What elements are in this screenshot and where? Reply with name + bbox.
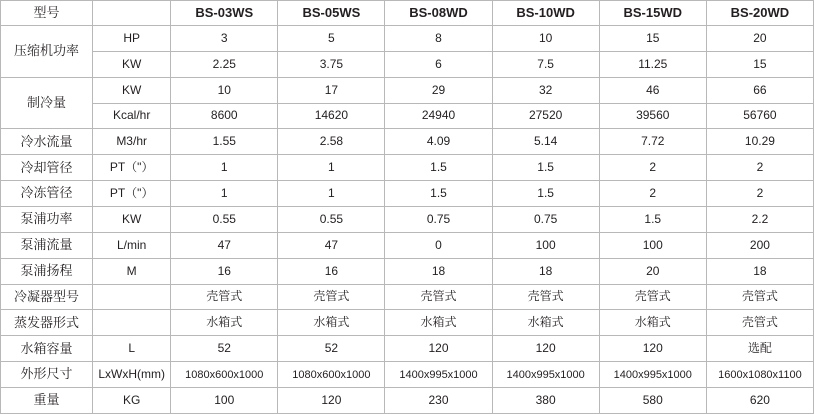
table-row <box>1 155 814 181</box>
table-row <box>1 181 814 207</box>
cell-value: 0.75 <box>385 207 492 233</box>
table-row <box>1 51 814 77</box>
row-unit: KW <box>93 207 171 233</box>
table-row <box>1 362 814 388</box>
cell-value: 1.55 <box>171 129 278 155</box>
table-row <box>1 77 814 103</box>
cell-value: 5.14 <box>492 129 599 155</box>
cell-value: 20 <box>706 26 813 52</box>
cell-value: 17 <box>278 77 385 103</box>
row-unit: M <box>93 258 171 284</box>
cell-value: 120 <box>385 336 492 362</box>
cell-value: 6 <box>385 51 492 77</box>
row-unit: L <box>93 336 171 362</box>
cell-value: 11.25 <box>599 51 706 77</box>
row-unit: L/min <box>93 232 171 258</box>
cell-value: 66 <box>706 77 813 103</box>
row-label-compressor-power: 压缩机功率 <box>1 26 93 78</box>
cell-value: 29 <box>385 77 492 103</box>
cell-value: 230 <box>385 388 492 414</box>
header-row <box>1 1 814 26</box>
cell-value: 24940 <box>385 103 492 129</box>
model-header-4: BS-10WD <box>492 1 599 26</box>
cell-value: 1400x995x1000 <box>385 362 492 388</box>
cell-value: 100 <box>171 388 278 414</box>
cell-value: 7.72 <box>599 129 706 155</box>
row-unit <box>93 310 171 336</box>
cell-value: 0.55 <box>278 207 385 233</box>
cell-value: 46 <box>599 77 706 103</box>
cell-value: 15 <box>599 26 706 52</box>
row-label-pump-flow: 泵浦流量 <box>1 232 93 258</box>
cell-value: 10.29 <box>706 129 813 155</box>
row-label-weight: 重量 <box>1 388 93 414</box>
row-label-dimensions: 外形尺寸 <box>1 362 93 388</box>
cell-value: 1.5 <box>599 207 706 233</box>
cell-value: 水箱式 <box>492 310 599 336</box>
cell-value: 2.58 <box>278 129 385 155</box>
cell-value: 1.5 <box>492 181 599 207</box>
cell-value: 1.5 <box>385 155 492 181</box>
cell-value: 14620 <box>278 103 385 129</box>
table-row <box>1 336 814 362</box>
cell-value: 壳管式 <box>171 284 278 310</box>
cell-value: 壳管式 <box>706 284 813 310</box>
cell-value: 1080x600x1000 <box>171 362 278 388</box>
cell-value: 380 <box>492 388 599 414</box>
cell-value: 1.5 <box>492 155 599 181</box>
cell-value: 100 <box>492 232 599 258</box>
cell-value: 2.2 <box>706 207 813 233</box>
row-unit: KG <box>93 388 171 414</box>
header-unit-cell <box>93 1 171 26</box>
cell-value: 16 <box>278 258 385 284</box>
cell-value: 水箱式 <box>385 310 492 336</box>
cell-value: 壳管式 <box>599 284 706 310</box>
cell-value: 200 <box>706 232 813 258</box>
cell-value: 2 <box>599 181 706 207</box>
cell-value: 水箱式 <box>278 310 385 336</box>
model-header-3: BS-08WD <box>385 1 492 26</box>
cell-value: 8600 <box>171 103 278 129</box>
row-label-pump-power: 泵浦功率 <box>1 207 93 233</box>
row-label-tank-capacity: 水箱容量 <box>1 336 93 362</box>
table-row <box>1 129 814 155</box>
cell-value: 8 <box>385 26 492 52</box>
cell-value: 52 <box>171 336 278 362</box>
table-row <box>1 310 814 336</box>
cell-value: 2 <box>706 155 813 181</box>
cell-value: 120 <box>278 388 385 414</box>
cell-value: 壳管式 <box>492 284 599 310</box>
cell-value: 2 <box>706 181 813 207</box>
cell-value: 3 <box>171 26 278 52</box>
model-header-6: BS-20WD <box>706 1 813 26</box>
cell-value: 18 <box>492 258 599 284</box>
cell-value: 15 <box>706 51 813 77</box>
cell-value: 0.55 <box>171 207 278 233</box>
row-unit: PT（"） <box>93 155 171 181</box>
table-row <box>1 26 814 52</box>
cell-value: 4.09 <box>385 129 492 155</box>
row-unit: LxWxH(mm) <box>93 362 171 388</box>
cell-value: 1 <box>278 181 385 207</box>
row-label-evaporator-type: 蒸发器形式 <box>1 310 93 336</box>
cell-value: 47 <box>171 232 278 258</box>
cell-value: 1 <box>278 155 385 181</box>
cell-value: 2.25 <box>171 51 278 77</box>
cell-value: 壳管式 <box>706 310 813 336</box>
row-unit: KW <box>93 51 171 77</box>
cell-value: 39560 <box>599 103 706 129</box>
cell-value: 16 <box>171 258 278 284</box>
cell-value: 27520 <box>492 103 599 129</box>
cell-value: 水箱式 <box>599 310 706 336</box>
cell-value: 120 <box>492 336 599 362</box>
model-header-5: BS-15WD <box>599 1 706 26</box>
cell-value: 选配 <box>706 336 813 362</box>
row-unit <box>93 284 171 310</box>
row-label-freezing-pipe-diameter: 冷冻管径 <box>1 181 93 207</box>
cell-value: 7.5 <box>492 51 599 77</box>
cell-value: 2 <box>599 155 706 181</box>
cell-value: 1080x600x1000 <box>278 362 385 388</box>
row-label-cooling-capacity: 制冷量 <box>1 77 93 129</box>
table-row <box>1 207 814 233</box>
cell-value: 18 <box>706 258 813 284</box>
model-header-2: BS-05WS <box>278 1 385 26</box>
cell-value: 1400x995x1000 <box>599 362 706 388</box>
row-label-condenser-model: 冷凝器型号 <box>1 284 93 310</box>
cell-value: 580 <box>599 388 706 414</box>
cell-value: 10 <box>171 77 278 103</box>
table-row <box>1 232 814 258</box>
table-body <box>1 26 814 414</box>
cell-value: 1400x995x1000 <box>492 362 599 388</box>
cell-value: 1 <box>171 155 278 181</box>
row-unit: KW <box>93 77 171 103</box>
cell-value: 620 <box>706 388 813 414</box>
model-header-1: BS-03WS <box>171 1 278 26</box>
table-row <box>1 284 814 310</box>
row-unit: HP <box>93 26 171 52</box>
row-label-pump-head: 泵浦扬程 <box>1 258 93 284</box>
cell-value: 1 <box>171 181 278 207</box>
cell-value: 120 <box>599 336 706 362</box>
row-unit: PT（"） <box>93 181 171 207</box>
cell-value: 0.75 <box>492 207 599 233</box>
cell-value: 56760 <box>706 103 813 129</box>
cell-value: 3.75 <box>278 51 385 77</box>
cell-value: 100 <box>599 232 706 258</box>
table-row <box>1 103 814 129</box>
cell-value: 32 <box>492 77 599 103</box>
table-row <box>1 258 814 284</box>
row-label-chilled-water-flow: 冷水流量 <box>1 129 93 155</box>
row-label-cooling-pipe-diameter: 冷却管径 <box>1 155 93 181</box>
header-label-cell: 型号 <box>1 1 93 26</box>
table-header <box>1 1 814 26</box>
cell-value: 10 <box>492 26 599 52</box>
cell-value: 1.5 <box>385 181 492 207</box>
cell-value: 1600x1080x1100 <box>706 362 813 388</box>
cell-value: 壳管式 <box>278 284 385 310</box>
row-unit: M3/hr <box>93 129 171 155</box>
cell-value: 壳管式 <box>385 284 492 310</box>
cell-value: 18 <box>385 258 492 284</box>
cell-value: 0 <box>385 232 492 258</box>
row-unit: Kcal/hr <box>93 103 171 129</box>
cell-value: 5 <box>278 26 385 52</box>
cell-value: 47 <box>278 232 385 258</box>
cell-value: 20 <box>599 258 706 284</box>
cell-value: 52 <box>278 336 385 362</box>
table-row <box>1 388 814 414</box>
cell-value: 水箱式 <box>171 310 278 336</box>
